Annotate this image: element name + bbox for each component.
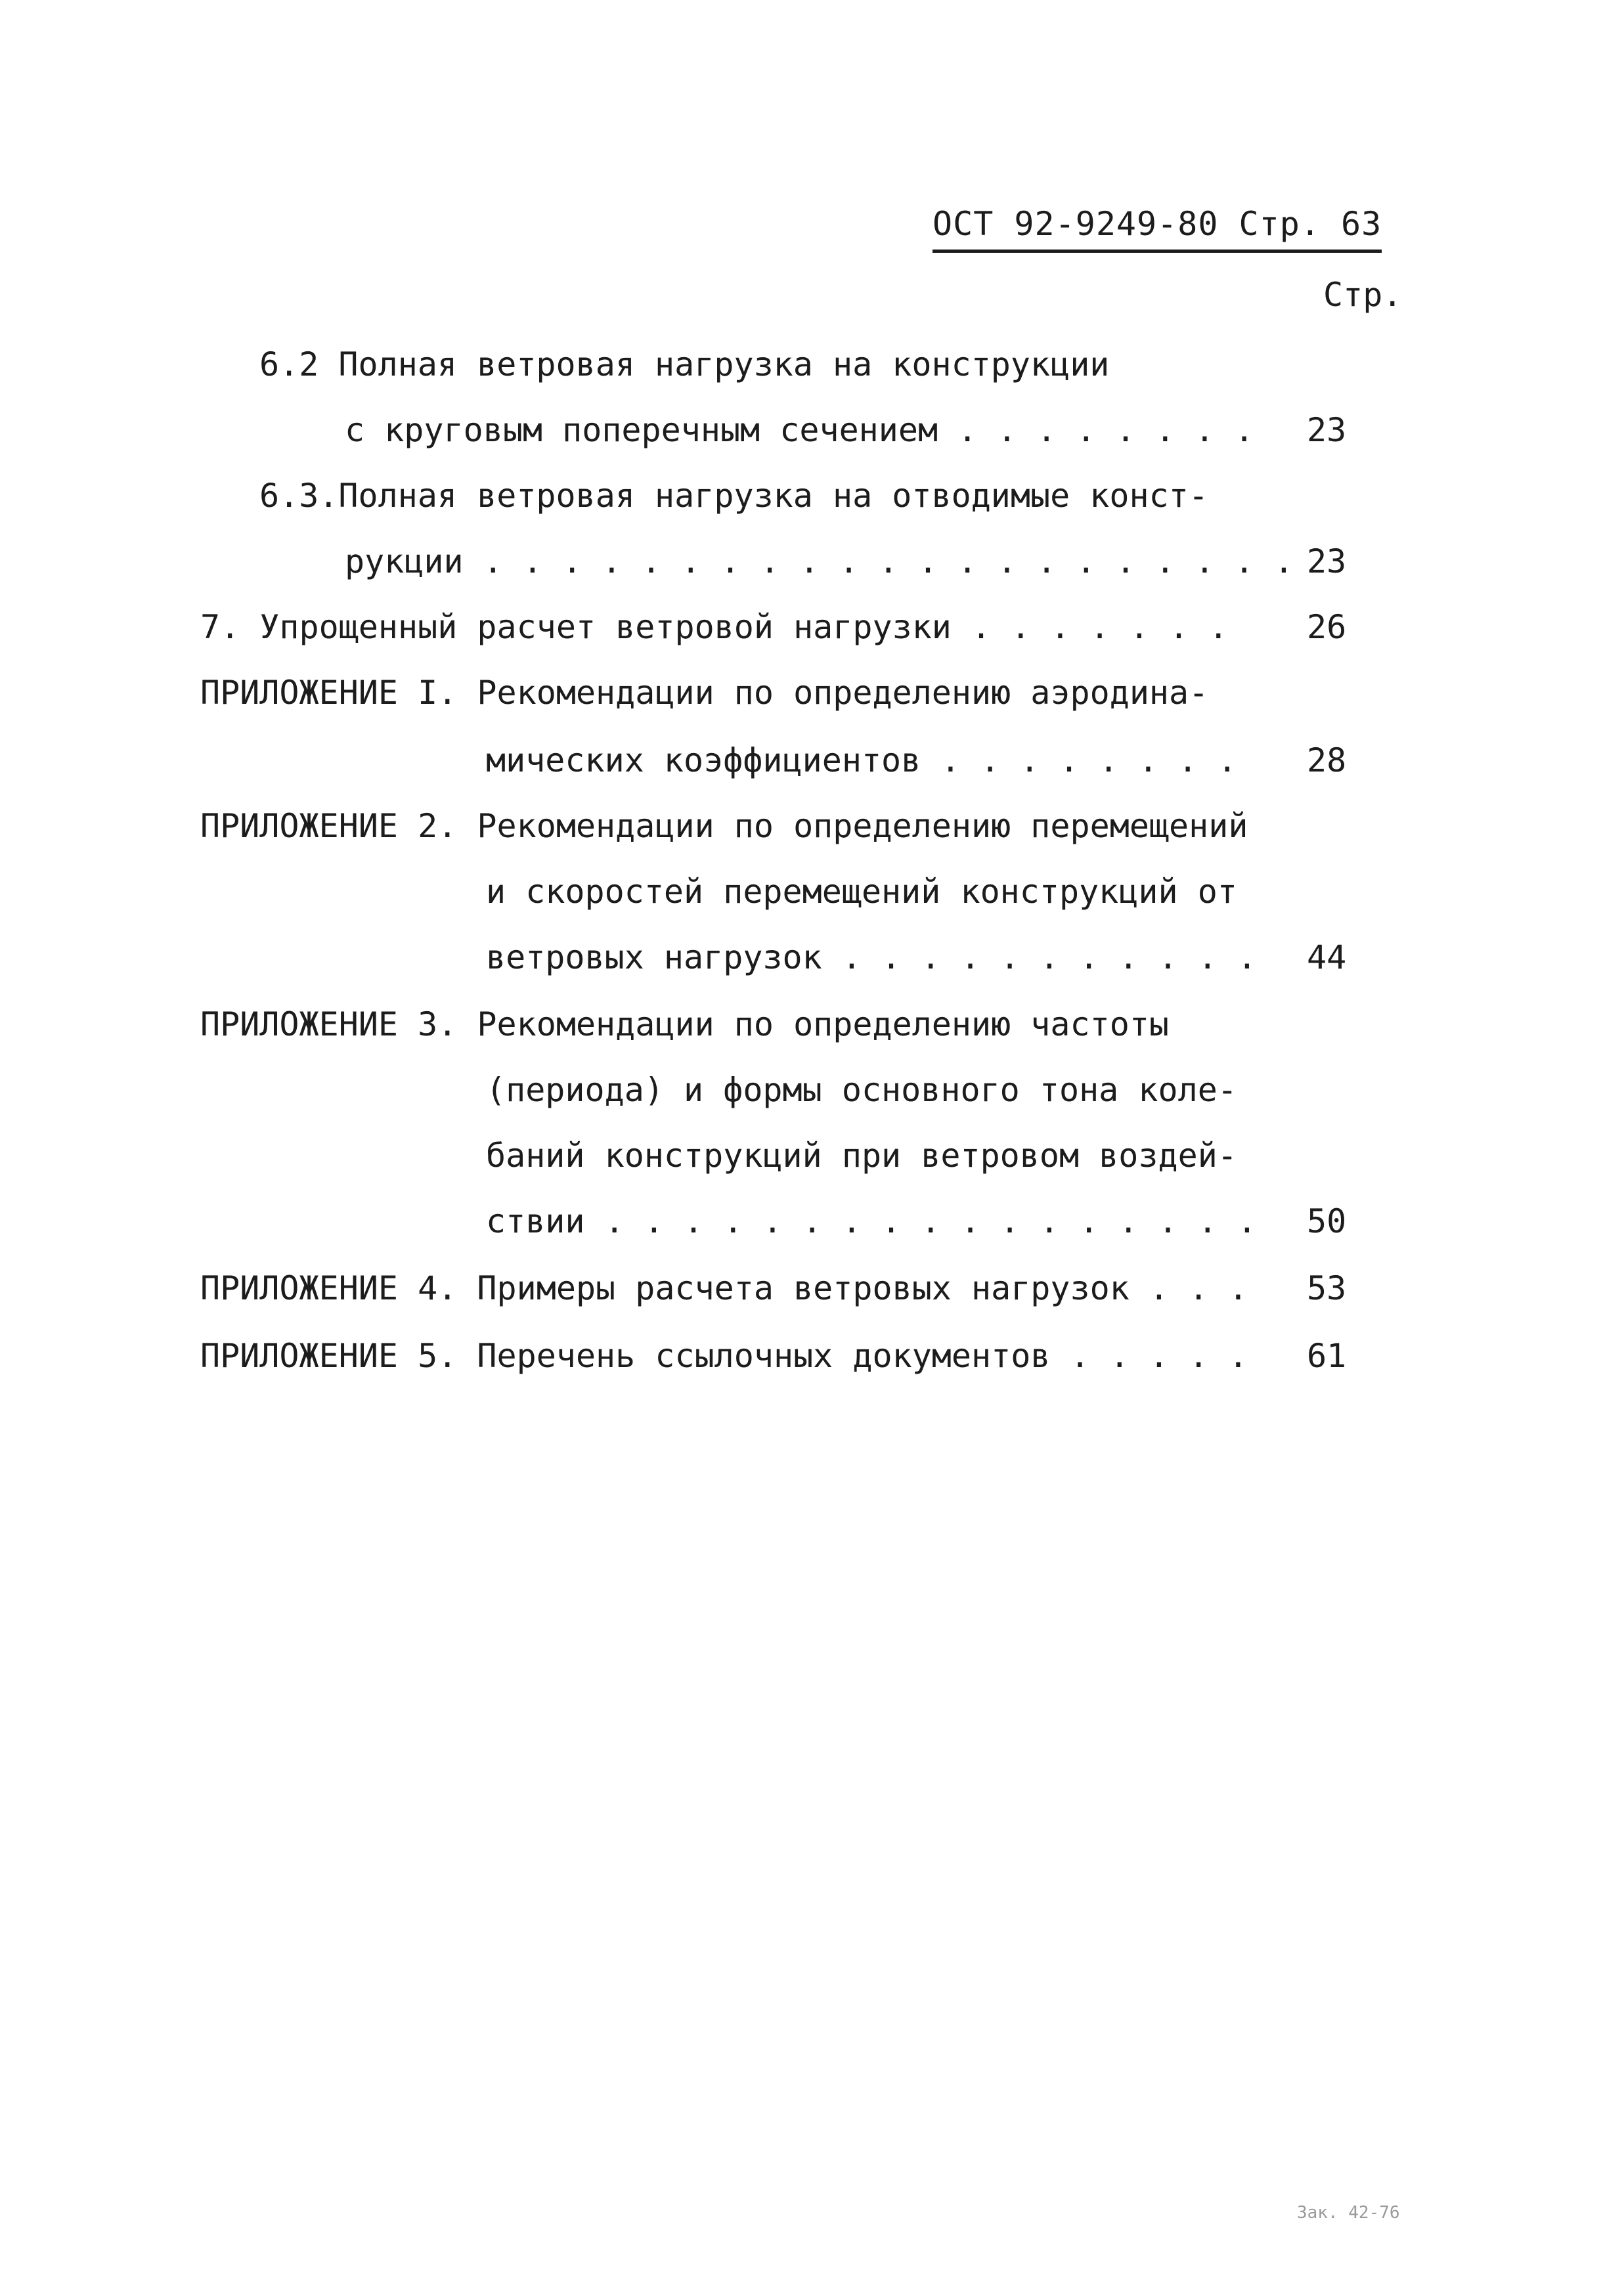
- toc-entry-6-2-line1: 6.2 Полная ветровая нагрузка на конструкции: [259, 345, 1110, 383]
- toc-entry-7-page: 26: [1307, 608, 1347, 646]
- toc-entry-6-2-page: 23: [1307, 411, 1347, 449]
- toc-entry-6-2-line2: с круговым поперечным сечением . . . . . . . .: [345, 411, 1254, 449]
- toc-entry-6-3-page: 23: [1307, 542, 1347, 580]
- toc-appendix-1-page: 28: [1307, 741, 1347, 779]
- toc-appendix-4-page: 53: [1307, 1269, 1347, 1307]
- toc-entry-7-line1: 7. Упрощенный расчет ветровой нагрузки . . . . . . .: [200, 608, 1229, 646]
- toc-appendix-3-line4: ствии . . . . . . . . . . . . . . . . .: [486, 1202, 1257, 1240]
- toc-appendix-2-line2: и скоростей перемещений конструкций от: [486, 873, 1237, 911]
- toc-appendix-4-line1: ПРИЛОЖЕНИЕ 4. Примеры расчета ветровых нагрузок . . .: [200, 1269, 1248, 1307]
- toc-entry-6-3-line1: 6.3.Полная ветровая нагрузка на отводимые конст-: [259, 477, 1208, 515]
- footer-print-mark: Зак. 42-76: [1297, 2203, 1400, 2223]
- page-column-label: Стр.: [1323, 276, 1403, 314]
- toc-appendix-1-line2: мических коэффициентов . . . . . . . .: [486, 741, 1237, 779]
- toc-appendix-3-line1: ПРИЛОЖЕНИЕ 3. Рекомендации по определению частоты: [200, 1005, 1170, 1043]
- toc-appendix-3-page: 50: [1307, 1202, 1347, 1240]
- toc-entry-6-3-line2: рукции . . . . . . . . . . . . . . . . . . . . .: [345, 542, 1294, 580]
- document-header: ОСТ 92-9249-80 Стр. 63: [933, 205, 1382, 253]
- toc-appendix-3-line2: (периода) и формы основного тона коле-: [486, 1071, 1237, 1109]
- toc-appendix-2-line3: ветровых нагрузок . . . . . . . . . . .: [486, 938, 1257, 976]
- toc-appendix-3-line3: баний конструкций при ветровом воздей-: [486, 1137, 1237, 1175]
- toc-appendix-5-page: 61: [1307, 1337, 1347, 1375]
- toc-appendix-1-line1: ПРИЛОЖЕНИЕ I. Рекомендации по определению аэродина-: [200, 674, 1209, 712]
- toc-appendix-5-line1: ПРИЛОЖЕНИЕ 5. Перечень ссылочных документов . . . . .: [200, 1337, 1248, 1375]
- toc-appendix-2-line1: ПРИЛОЖЕНИЕ 2. Рекомендации по определению перемещений: [200, 807, 1248, 845]
- toc-appendix-2-page: 44: [1307, 938, 1347, 976]
